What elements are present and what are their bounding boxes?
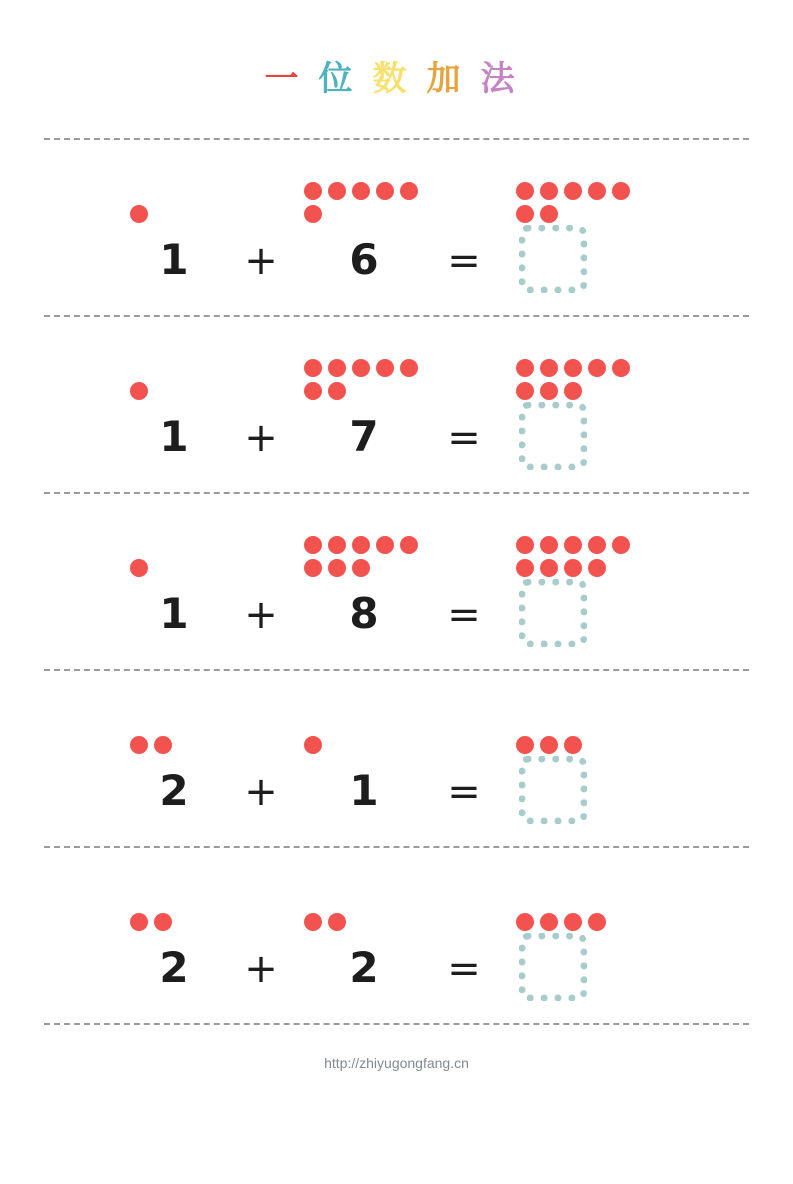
problem-row [44,848,749,1023]
problem-row [44,140,749,315]
counter-dot [304,205,322,223]
counter-dot [304,182,322,200]
right-operand-dots [304,913,436,931]
title-char-5: 法 [480,59,529,99]
right-operand [299,589,429,638]
right-operand-dots [304,359,436,400]
counter-dot [588,913,606,931]
counter-dot [130,559,148,577]
counter-dot [328,559,346,577]
equals-sign-text: = [447,592,481,638]
title-char-4: 加 [426,59,475,99]
equals-sign [429,592,499,638]
counter-dot [516,382,534,400]
counter-dot [516,559,534,577]
right-operand-text: 2 [349,943,379,992]
problem-row [44,494,749,669]
equals-sign [429,238,499,284]
plus-sign [226,238,296,284]
left-operand-dots [130,736,226,754]
plus-sign [226,592,296,638]
counter-dot [376,359,394,377]
counter-dot [516,182,534,200]
left-operand-dots [130,913,226,931]
left-operand-text: 2 [159,943,189,992]
equals-sign [429,769,499,815]
counter-dot [516,736,534,754]
title-char-3: 数 [372,59,421,99]
counter-dot [564,536,582,554]
plus-sign-text: + [244,592,278,638]
equals-sign [429,415,499,461]
counter-dot [130,382,148,400]
counter-dot [304,536,322,554]
plus-sign [226,946,296,992]
counter-dot [612,359,630,377]
counter-dot [154,736,172,754]
footer-url: http://zhiyugongfang.cn [324,1055,469,1071]
left-operand [124,235,224,284]
counter-dot [328,182,346,200]
worksheet-page [0,59,793,1184]
counter-dot [564,736,582,754]
counter-dot [130,913,148,931]
counter-dot [516,359,534,377]
counter-dot [540,736,558,754]
plus-sign-text: + [244,946,278,992]
problem-row-inner [44,494,749,669]
problem-row-inner [44,317,749,492]
right-operand-text: 8 [349,589,379,638]
counter-dot [400,182,418,200]
equals-sign-text: = [447,769,481,815]
answer-input-box[interactable] [519,225,587,293]
answer-input-box[interactable] [519,579,587,647]
counter-dot [564,182,582,200]
counter-dot [516,913,534,931]
right-operand-dots [304,736,436,754]
counter-dot [400,359,418,377]
right-operand [299,766,429,815]
counter-dot [328,382,346,400]
plus-sign-text: + [244,769,278,815]
answer-dots [516,736,648,754]
counter-dot [328,913,346,931]
counter-dot [130,736,148,754]
counter-dot [516,536,534,554]
left-operand [124,589,224,638]
counter-dot [304,736,322,754]
counter-dot [540,182,558,200]
counter-dot [376,536,394,554]
counter-dot [304,559,322,577]
right-operand [299,412,429,461]
answer-input-box[interactable] [519,933,587,1001]
counter-dot [540,382,558,400]
plus-sign [226,769,296,815]
counter-dot [540,205,558,223]
counter-dot [304,913,322,931]
counter-dot [588,536,606,554]
counter-dot [588,559,606,577]
counter-dot [400,536,418,554]
answer-input-box[interactable] [519,402,587,470]
left-operand [124,766,224,815]
right-operand-dots [304,536,436,577]
problem-row-inner [44,140,749,315]
right-operand [299,235,429,284]
counter-dot [612,182,630,200]
problem-list [0,140,793,1025]
counter-dot [304,359,322,377]
equals-sign-text: = [447,238,481,284]
title-char-2: 位 [318,59,367,99]
counter-dot [540,913,558,931]
problem-row-inner [44,671,749,846]
counter-dot [588,359,606,377]
counter-dot [588,182,606,200]
problem-row [44,317,749,492]
answer-input-box[interactable] [519,756,587,824]
problem-row [44,671,749,846]
answer-dots [516,913,648,931]
right-operand-text: 1 [349,766,379,815]
counter-dot [304,382,322,400]
counter-dot [328,536,346,554]
left-operand-text: 1 [159,412,189,461]
counter-dot [352,536,370,554]
counter-dot [564,913,582,931]
left-operand-dots [130,382,226,400]
counter-dot [376,182,394,200]
title-char-1: 一 [264,59,313,99]
left-operand-dots [130,205,226,223]
left-operand [124,412,224,461]
counter-dot [612,536,630,554]
right-operand-text: 7 [349,412,379,461]
equals-sign-text: = [447,946,481,992]
problem-row-inner [44,848,749,1023]
equals-sign [429,946,499,992]
counter-dot [352,359,370,377]
right-operand-dots [304,182,436,223]
counter-dot [130,205,148,223]
counter-dot [564,382,582,400]
right-operand-text: 6 [349,235,379,284]
left-operand-text: 1 [159,235,189,284]
left-operand-dots [130,559,226,577]
equals-sign-text: = [447,415,481,461]
page-title [0,59,793,99]
plus-sign-text: + [244,238,278,284]
counter-dot [352,559,370,577]
answer-dots [516,359,648,400]
counter-dot [540,559,558,577]
counter-dot [328,359,346,377]
counter-dot [564,559,582,577]
plus-sign-text: + [244,415,278,461]
plus-sign [226,415,296,461]
counter-dot [154,913,172,931]
left-operand-text: 1 [159,589,189,638]
answer-dots [516,536,648,577]
answer-dots [516,182,648,223]
right-operand [299,943,429,992]
left-operand-text: 2 [159,766,189,815]
left-operand [124,943,224,992]
counter-dot [540,359,558,377]
counter-dot [540,536,558,554]
divider [44,1023,749,1025]
counter-dot [516,205,534,223]
counter-dot [352,182,370,200]
counter-dot [564,359,582,377]
